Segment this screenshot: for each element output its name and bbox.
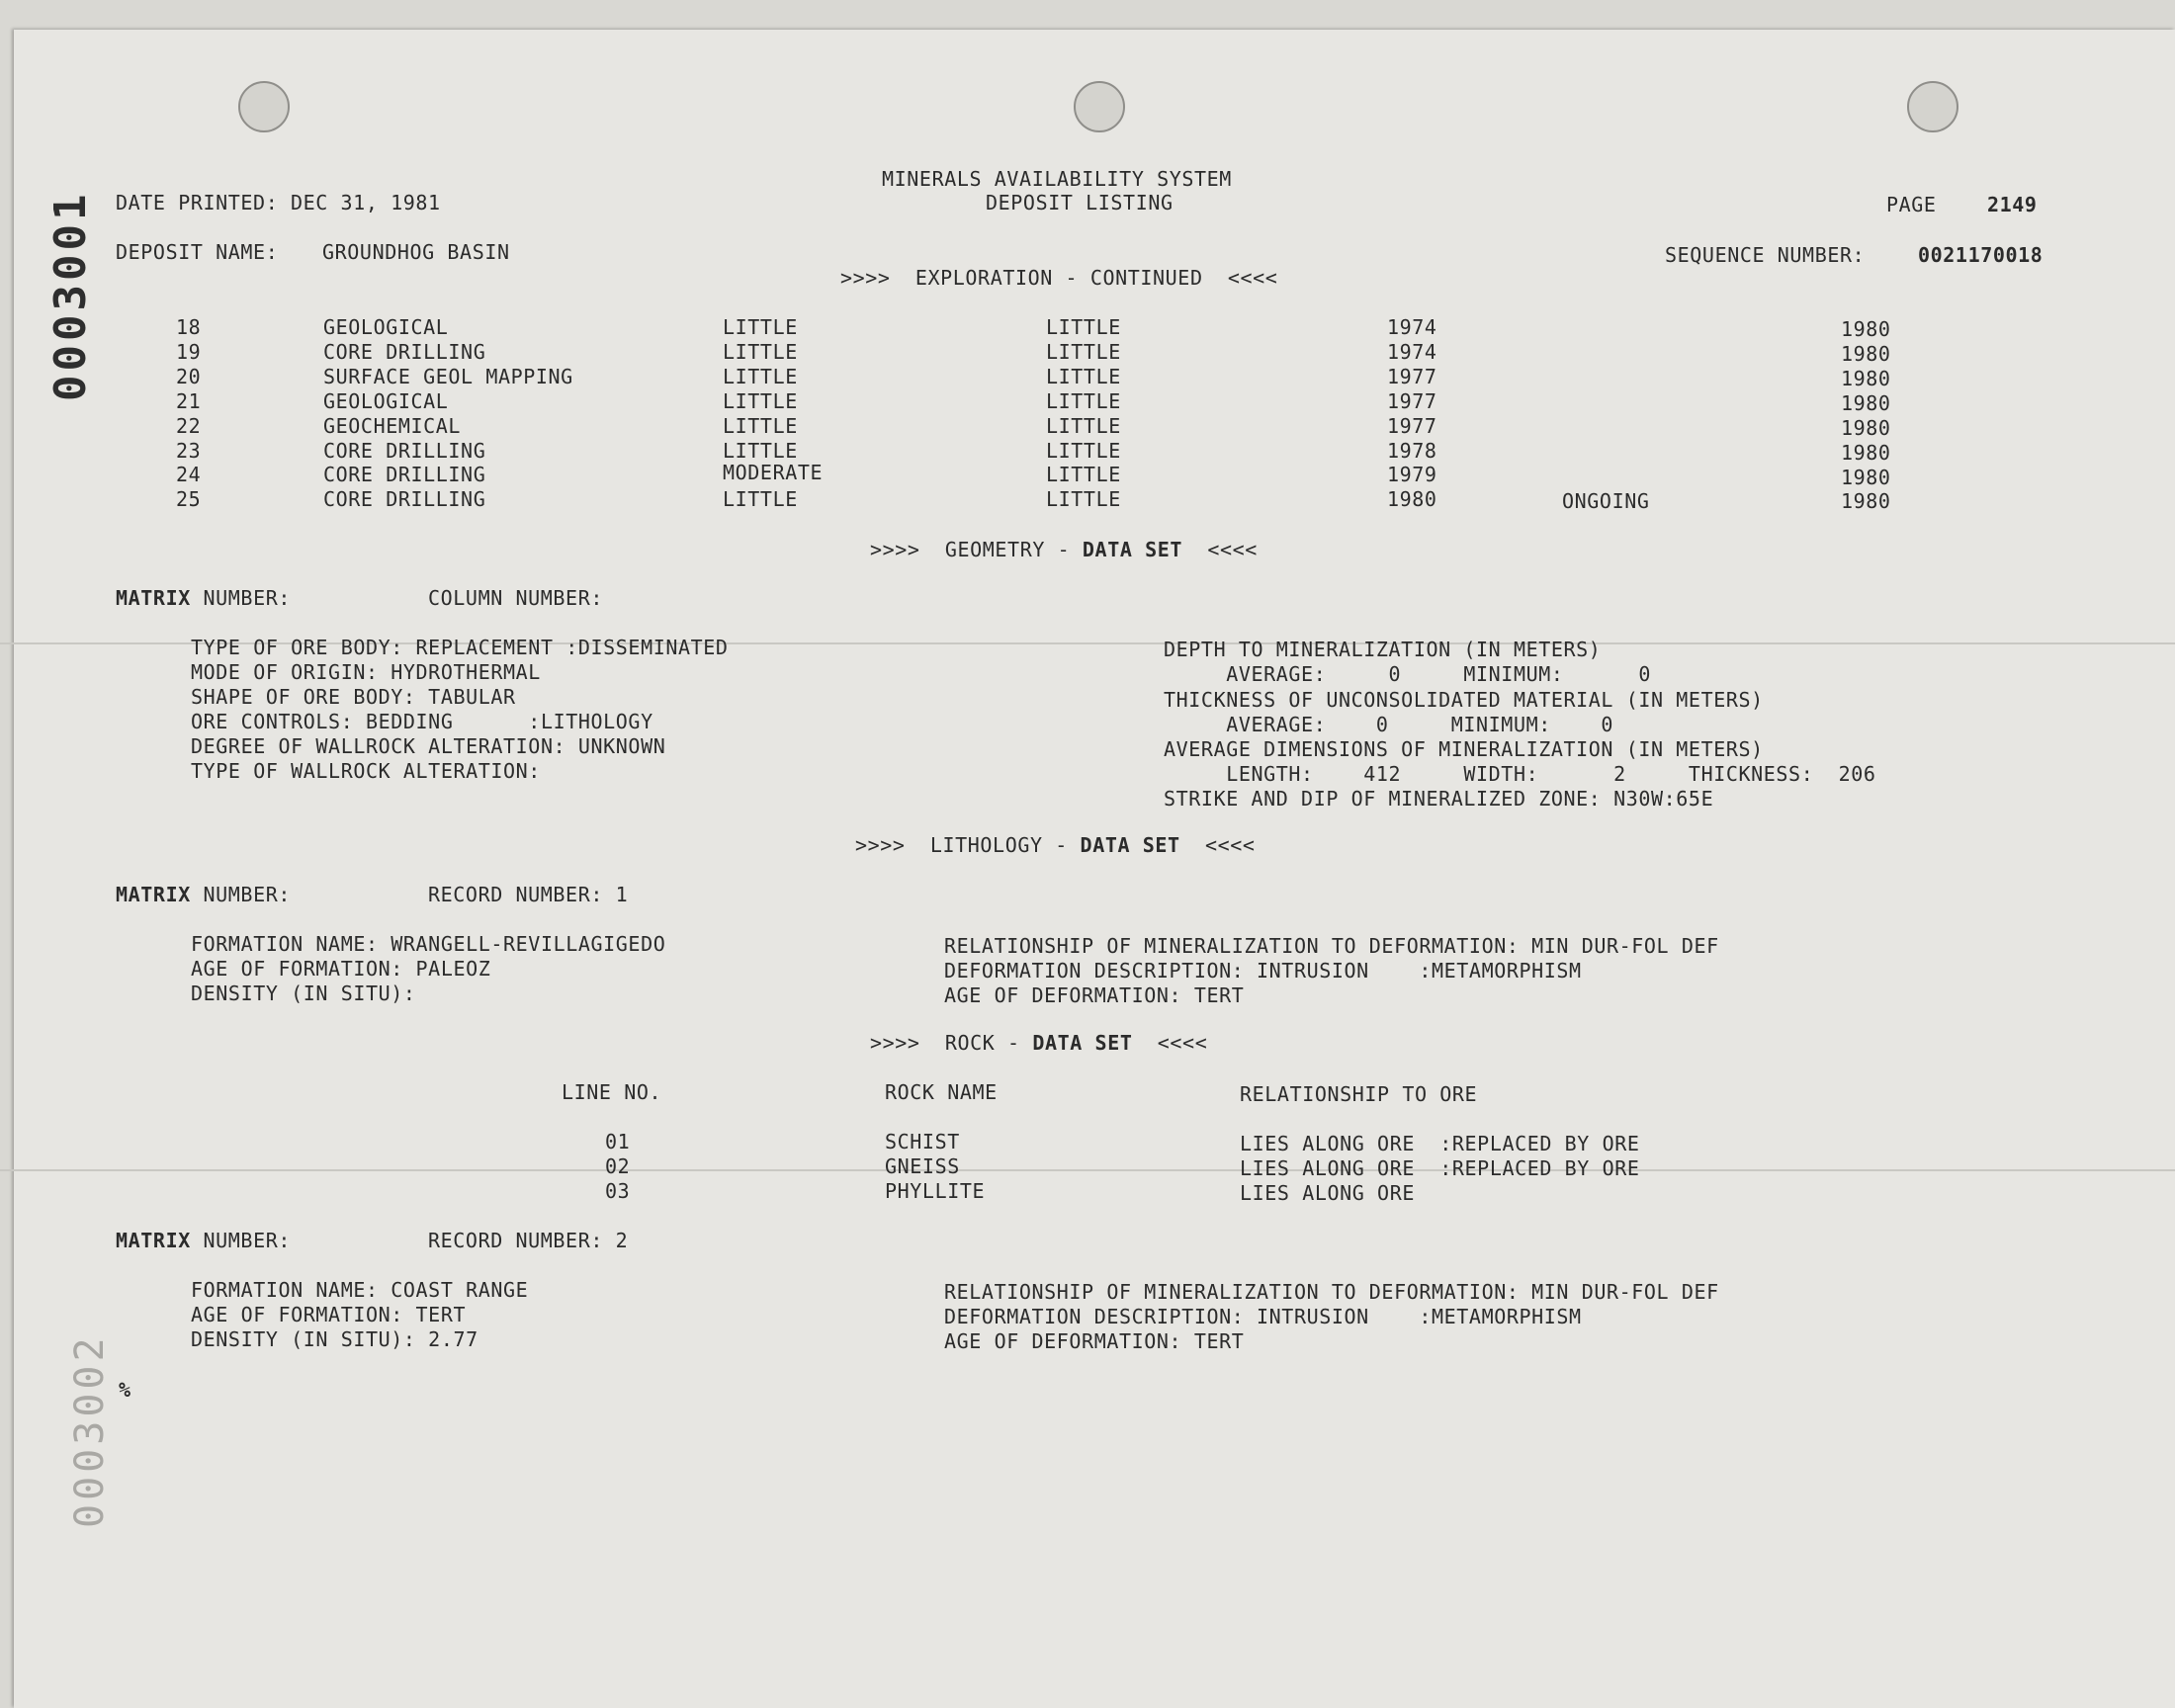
depth-values: AVERAGE: 0 MINIMUM: 0 — [1164, 662, 1651, 686]
exploration-extent: LITTLE — [723, 414, 798, 438]
rock-section-title: >>>> ROCK - DATA SET <<<< — [870, 1031, 1208, 1055]
line-number: 02 — [605, 1154, 631, 1178]
start-year: 1980 — [1387, 487, 1437, 511]
start-year: 1979 — [1387, 463, 1437, 486]
depth-to-mineralization: DEPTH TO MINERALIZATION (IN METERS) — [1164, 638, 1602, 661]
rock-name: PHYLLITE — [885, 1179, 986, 1203]
exploration-result: LITTLE — [1046, 487, 1121, 511]
relationship-to-ore: LIES ALONG ORE :REPLACED BY ORE — [1240, 1132, 1640, 1155]
exploration-section-title: >>>> EXPLORATION - CONTINUED <<<< — [840, 266, 1278, 290]
row-number: 23 — [176, 439, 202, 463]
line-number: 01 — [605, 1130, 631, 1153]
mineralization-deformation-relationship-2: RELATIONSHIP OF MINERALIZATION TO DEFORMATION: MIN DUR-FOL DEF — [944, 1280, 1719, 1304]
deposit-name-label: DEPOSIT NAME: — [116, 240, 279, 264]
end-year: 1980 — [1841, 342, 1891, 366]
exploration-extent: MODERATE — [723, 461, 824, 484]
end-year: 1980 — [1841, 391, 1891, 415]
exploration-type: SURFACE GEOL MAPPING — [323, 365, 573, 388]
start-year: 1977 — [1387, 365, 1437, 388]
exploration-result: LITTLE — [1046, 365, 1121, 388]
deformation-age-2: AGE OF DEFORMATION: TERT — [944, 1329, 1245, 1353]
exploration-result: LITTLE — [1046, 389, 1121, 413]
punch-hole — [238, 81, 290, 132]
page-number: 2149 — [1987, 193, 2038, 216]
rock-name: SCHIST — [885, 1130, 960, 1153]
row-number: 18 — [176, 315, 202, 339]
percent-mark: % — [119, 1378, 131, 1402]
date-printed: DATE PRINTED: DEC 31, 1981 — [116, 191, 441, 214]
record-number-2: RECORD NUMBER: 2 — [428, 1229, 629, 1252]
sequence-label: SEQUENCE NUMBER: — [1665, 243, 1866, 267]
exploration-type: GEOLOGICAL — [323, 389, 449, 413]
geometry-section-title: >>>> GEOMETRY - DATA SET <<<< — [870, 538, 1258, 561]
relationship-to-ore: LIES ALONG ORE :REPLACED BY ORE — [1240, 1156, 1640, 1180]
exploration-extent: LITTLE — [723, 487, 798, 511]
mineralization-deformation-relationship: RELATIONSHIP OF MINERALIZATION TO DEFORMATION: MIN DUR-FOL DEF — [944, 934, 1719, 958]
mode-of-origin: MODE OF ORIGIN: HYDROTHERMAL — [191, 660, 541, 684]
sequence-number: 0021170018 — [1918, 243, 2044, 267]
exploration-type: CORE DRILLING — [323, 340, 486, 364]
record-number: RECORD NUMBER: 1 — [428, 883, 629, 906]
end-year: 1980 — [1841, 466, 1891, 489]
end-year: 1980 — [1841, 416, 1891, 440]
col-relationship: RELATIONSHIP TO ORE — [1240, 1082, 1478, 1106]
exploration-result: LITTLE — [1046, 315, 1121, 339]
exploration-extent: LITTLE — [723, 315, 798, 339]
exploration-type: CORE DRILLING — [323, 439, 486, 463]
status: ONGOING — [1562, 489, 1650, 513]
deformation-description-2: DEFORMATION DESCRIPTION: INTRUSION :METAMORPHISM — [944, 1305, 1582, 1328]
end-year: 1980 — [1841, 441, 1891, 465]
start-year: 1977 — [1387, 414, 1437, 438]
lithology-matrix-number-2: MATRIX NUMBER: — [116, 1229, 291, 1252]
punch-hole — [1907, 81, 1958, 132]
formation-age: AGE OF FORMATION: PALEOZ — [191, 957, 491, 981]
formation-age-2: AGE OF FORMATION: TERT — [191, 1303, 467, 1326]
end-year: 1980 — [1841, 367, 1891, 390]
density-2: DENSITY (IN SITU): 2.77 — [191, 1327, 478, 1351]
exploration-type: CORE DRILLING — [323, 487, 486, 511]
col-line-no: LINE NO. — [562, 1080, 662, 1104]
formation-name-2: FORMATION NAME: COAST RANGE — [191, 1278, 529, 1302]
row-number: 19 — [176, 340, 202, 364]
row-number: 24 — [176, 463, 202, 486]
lithology-matrix-number: MATRIX NUMBER: — [116, 883, 291, 906]
exploration-result: LITTLE — [1046, 463, 1121, 486]
ore-body-shape: SHAPE OF ORE BODY: TABULAR — [191, 685, 516, 709]
unconsolidated-thickness: THICKNESS OF UNCONSOLIDATED MATERIAL (IN METERS) — [1164, 688, 1764, 712]
end-year: 1980 — [1841, 317, 1891, 341]
density: DENSITY (IN SITU): — [191, 982, 416, 1005]
unconsolidated-values: AVERAGE: 0 MINIMUM: 0 — [1164, 713, 1614, 736]
start-year: 1974 — [1387, 315, 1437, 339]
punch-hole — [1074, 81, 1125, 132]
exploration-result: LITTLE — [1046, 439, 1121, 463]
line-number: 03 — [605, 1179, 631, 1203]
exploration-result: LITTLE — [1046, 414, 1121, 438]
wallrock-alteration-type: TYPE OF WALLROCK ALTERATION: — [191, 759, 541, 783]
fold-line — [0, 1169, 2175, 1171]
geometry-matrix-number: MATRIX NUMBER: — [116, 586, 291, 610]
start-year: 1977 — [1387, 389, 1437, 413]
wallrock-alteration-degree: DEGREE OF WALLROCK ALTERATION: UNKNOWN — [191, 734, 666, 758]
deposit-name: GROUNDHOG BASIN — [322, 240, 510, 264]
document-stamp-bottom: 0003002 — [67, 1333, 113, 1528]
deformation-age: AGE OF DEFORMATION: TERT — [944, 983, 1245, 1007]
lithology-section-title: >>>> LITHOLOGY - DATA SET <<<< — [855, 833, 1256, 857]
formation-name: FORMATION NAME: WRANGELL-REVILLAGIGEDO — [191, 932, 666, 956]
start-year: 1974 — [1387, 340, 1437, 364]
exploration-extent: LITTLE — [723, 365, 798, 388]
deformation-description: DEFORMATION DESCRIPTION: INTRUSION :METAMORPHISM — [944, 959, 1582, 982]
ore-controls: ORE CONTROLS: BEDDING :LITHOLOGY — [191, 710, 653, 733]
exploration-type: GEOLOGICAL — [323, 315, 449, 339]
ore-body-type: TYPE OF ORE BODY: REPLACEMENT :DISSEMINATED — [191, 636, 729, 659]
rock-name: GNEISS — [885, 1154, 960, 1178]
strike-and-dip: STRIKE AND DIP OF MINERALIZED ZONE: N30W:65E — [1164, 787, 1714, 811]
end-year: 1980 — [1841, 489, 1891, 513]
geometry-column-number: COLUMN NUMBER: — [428, 586, 603, 610]
exploration-extent: LITTLE — [723, 439, 798, 463]
exploration-type: CORE DRILLING — [323, 463, 486, 486]
relationship-to-ore: LIES ALONG ORE — [1240, 1181, 1415, 1205]
row-number: 25 — [176, 487, 202, 511]
row-number: 21 — [176, 389, 202, 413]
system-title: MINERALS AVAILABILITY SYSTEM — [882, 167, 1232, 191]
exploration-result: LITTLE — [1046, 340, 1121, 364]
exploration-extent: LITTLE — [723, 340, 798, 364]
col-rock-name: ROCK NAME — [885, 1080, 998, 1104]
document-stamp-top: 0003001 — [45, 190, 96, 401]
exploration-extent: LITTLE — [723, 389, 798, 413]
dimension-values: LENGTH: 412 WIDTH: 2 THICKNESS: 206 — [1164, 762, 1876, 786]
page-label: PAGE — [1886, 193, 1937, 216]
start-year: 1978 — [1387, 439, 1437, 463]
mineralization-dimensions: AVERAGE DIMENSIONS OF MINERALIZATION (IN METERS) — [1164, 737, 1764, 761]
row-number: 22 — [176, 414, 202, 438]
row-number: 20 — [176, 365, 202, 388]
exploration-type: GEOCHEMICAL — [323, 414, 462, 438]
listing-title: DEPOSIT LISTING — [986, 191, 1174, 214]
